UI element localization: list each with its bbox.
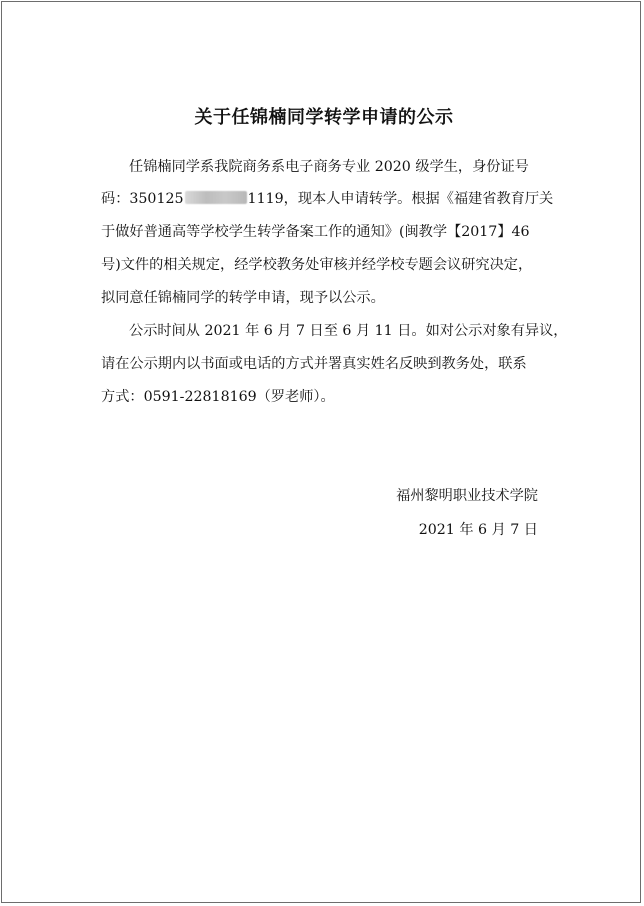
paragraph2-line2: 请在公示期内以书面或电话的方式并署真实姓名反映到教务处，联系 — [101, 356, 527, 372]
signature-institution: 福州黎明职业技术学院 — [396, 488, 538, 504]
paragraph1-line1: 任锦楠同学系我院商务系电子商务专业 2020 级学生，身份证号 — [129, 159, 529, 175]
document-page — [1, 1, 641, 903]
id-number-suffix-text: 1119，现本人申请转学。根据《福建省教育厅关 — [247, 191, 554, 207]
paragraph1-line3: 于做好普通高等学校学生转学备案工作的通知》(闽教学【2017】46 — [101, 224, 530, 240]
paragraph1-line5: 拟同意任锦楠同学的转学申请，现予以公示。 — [101, 290, 385, 306]
paragraph1-line4: 号)文件的相关规定，经学校教务处审核并经学校专题会议研究决定， — [101, 257, 533, 273]
paragraph1-line2 — [101, 189, 553, 209]
signature-date: 2021 年 6 月 7 日 — [418, 522, 538, 538]
paragraph2-line3: 方式：0591-22818169（罗老师）。 — [101, 389, 335, 405]
notice-title: 关于任锦楠同学转学申请的公示 — [194, 107, 454, 128]
paragraph2-line1: 公示时间从 2021 年 6 月 7 日至 6 月 11 日。如对公示对象有异议， — [129, 323, 568, 339]
id-number-prefix: 码：350125 — [101, 191, 184, 207]
id-number-redaction — [185, 191, 247, 204]
